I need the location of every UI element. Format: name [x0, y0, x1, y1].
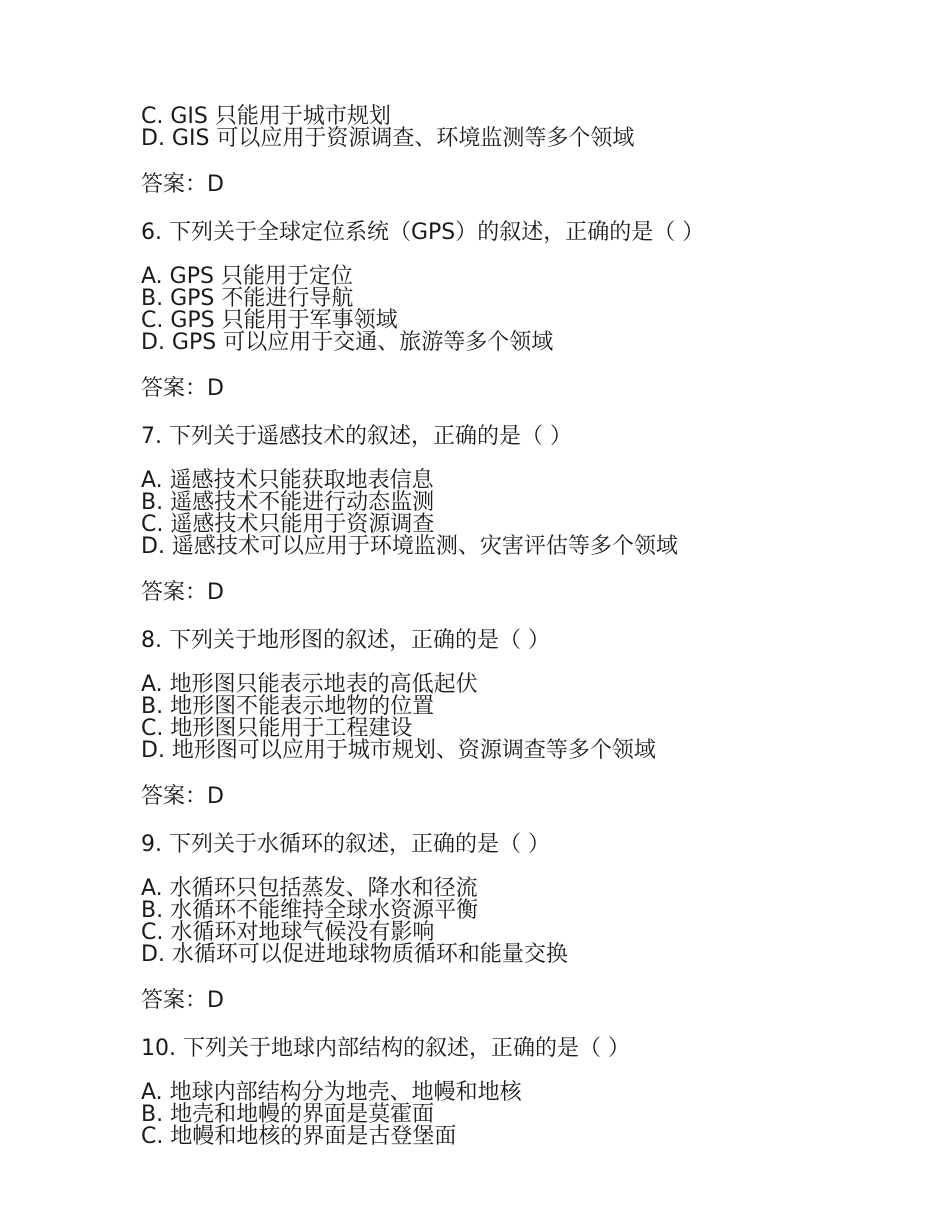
options-q7: [141, 470, 901, 558]
option-b: B. 地形图不能表示地物的位置: [141, 694, 435, 719]
answer-q9: 答案：D: [141, 988, 224, 1013]
option-c: C. 遥感技术只能用于资源调查: [141, 512, 435, 537]
option-a: A. GPS 只能用于定位: [141, 264, 353, 289]
option-a: A. 遥感技术只能获取地表信息: [141, 468, 434, 493]
option-c: C. 地形图只能用于工程建设: [141, 716, 413, 741]
option-d: D. GPS 可以应用于交通、旅游等多个领域: [141, 330, 554, 355]
answer-q5: 答案：D: [141, 172, 224, 197]
option-c: C. 地幔和地核的界面是古登堡面: [141, 1124, 457, 1149]
option-b: B. 遥感技术不能进行动态监测: [141, 490, 435, 515]
option-c: C. GPS 只能用于军事领域: [141, 308, 398, 333]
option-d: D. 地形图可以应用于城市规划、资源调查等多个领域: [141, 738, 656, 763]
question-10: 10. 下列关于地球内部结构的叙述，正确的是（ ）: [141, 1036, 630, 1061]
option-a: A. 地球内部结构分为地壳、地幔和地核: [141, 1080, 522, 1105]
options-q5: [141, 106, 901, 150]
options-q9: [141, 878, 901, 966]
question-8: 8. 下列关于地形图的叙述，正确的是（ ）: [141, 628, 550, 653]
answer-q6: 答案：D: [141, 376, 224, 401]
option-d: D. 水循环可以促进地球物质循环和能量交换: [141, 942, 568, 967]
option-b: B. 地壳和地幔的界面是莫霍面: [141, 1102, 435, 1127]
options-q8: [141, 674, 901, 762]
option-c: C. 水循环对地球气候没有影响: [141, 920, 435, 945]
options-q10: [141, 1082, 901, 1148]
option-c: C. GIS 只能用于城市规划: [141, 104, 391, 129]
question-7: 7. 下列关于遥感技术的叙述，正确的是（ ）: [141, 424, 572, 449]
question-6: 6. 下列关于全球定位系统（GPS）的叙述，正确的是（ ）: [141, 220, 705, 245]
option-b: B. GPS 不能进行导航: [141, 286, 354, 311]
option-d: D. 遥感技术可以应用于环境监测、灾害评估等多个领域: [141, 534, 678, 559]
option-a: A. 地形图只能表示地表的高低起伏: [141, 672, 478, 697]
document-page: [141, 106, 901, 1148]
question-9: 9. 下列关于水循环的叙述，正确的是（ ）: [141, 832, 550, 857]
answer-q8: 答案：D: [141, 784, 224, 809]
answer-q7: 答案：D: [141, 580, 224, 605]
option-d: D. GIS 可以应用于资源调查、环境监测等多个领域: [141, 126, 635, 151]
option-a: A. 水循环只包括蒸发、降水和径流: [141, 876, 478, 901]
options-q6: [141, 266, 901, 354]
option-b: B. 水循环不能维持全球水资源平衡: [141, 898, 479, 923]
